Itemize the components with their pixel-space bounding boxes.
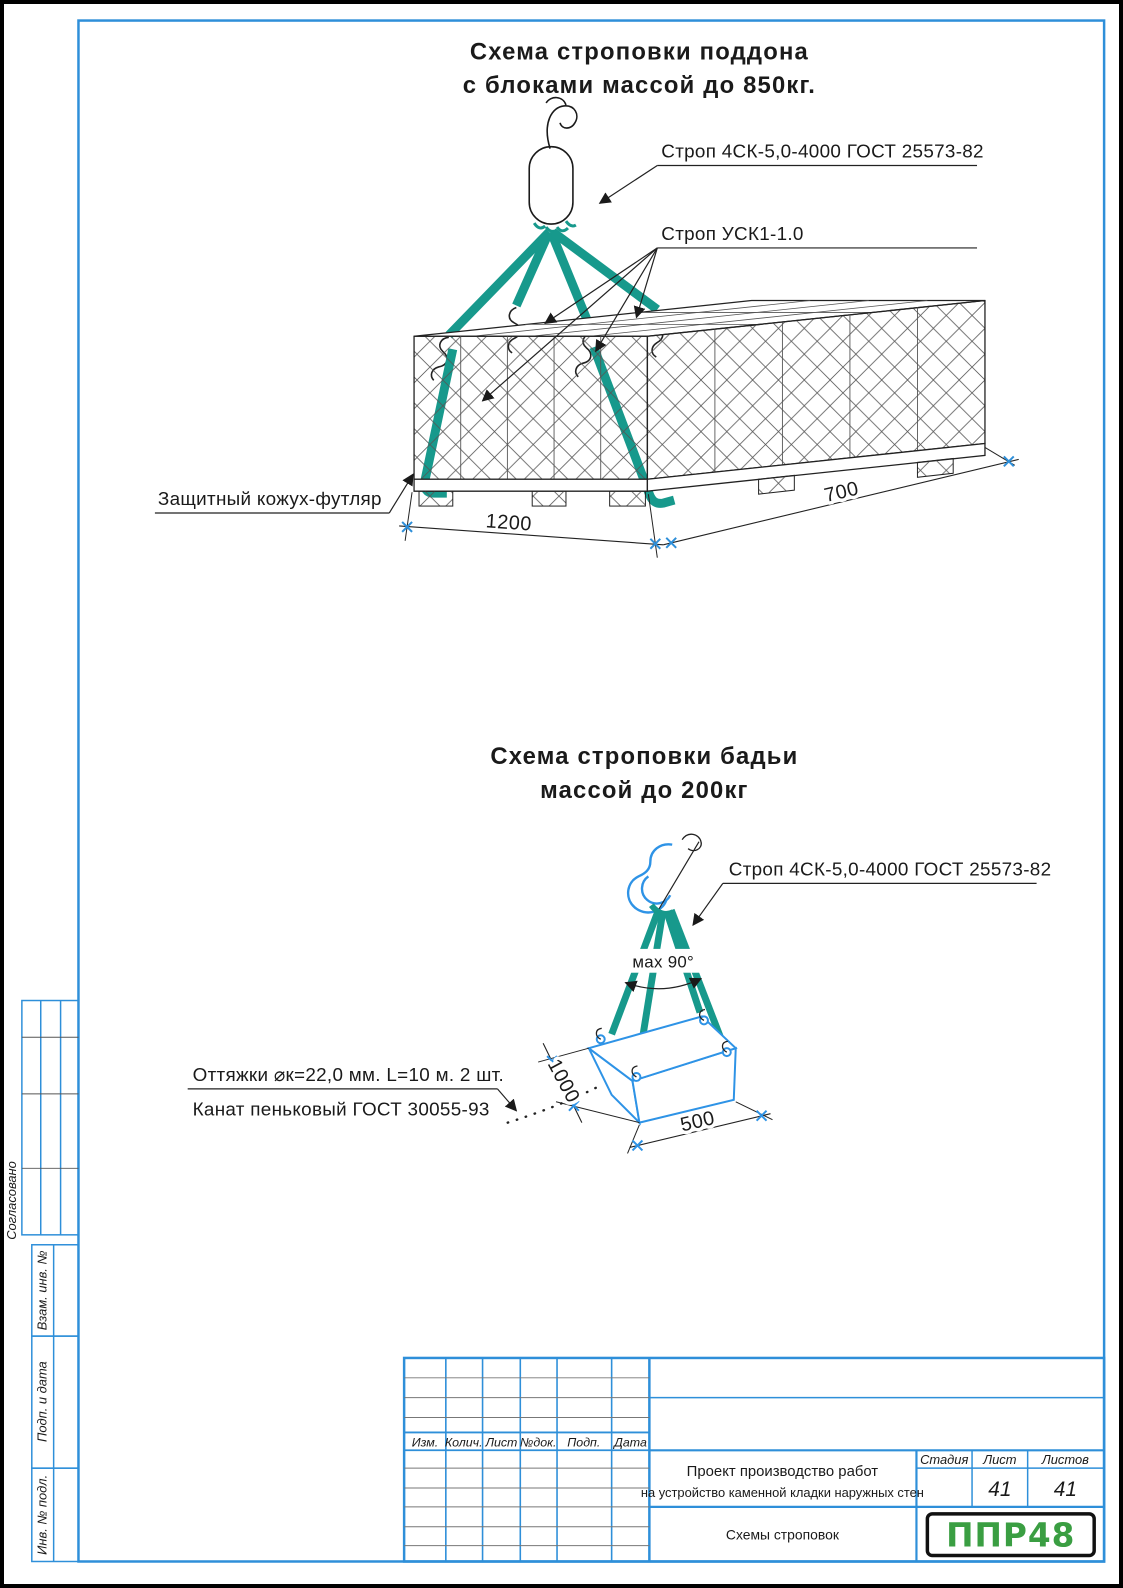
- diagram2-title-line1: Схема строповки бадьи: [490, 743, 799, 771]
- crane-hook-icon: [529, 98, 577, 225]
- drawing-canvas: [4, 4, 1119, 1584]
- diagram-bucket: [188, 743, 1052, 1153]
- diagram1-title-line1: Схема строповки поддона: [469, 38, 809, 66]
- project-name-line1: Проект производство работ: [686, 1464, 879, 1481]
- company-logo: [927, 1514, 1094, 1556]
- rev-header-podp: Подп.: [567, 1435, 601, 1450]
- sheet-value: 41: [988, 1477, 1012, 1501]
- rev-header-izm: Изм.: [411, 1435, 439, 1450]
- dim-1200: 1200: [485, 510, 533, 536]
- title-block: [404, 1358, 1104, 1562]
- dim-700: 700: [822, 477, 861, 508]
- bucket-sling-label: Строп 4СК-5,0-4000 ГОСТ 25573-82: [728, 858, 1052, 880]
- sheet-label: Лист: [983, 1452, 1017, 1468]
- side-column: [4, 1001, 78, 1562]
- diagram1-title-line2: с блоками массой до 850кг.: [462, 72, 817, 100]
- guy-label: Оттяжки ⌀к=22,0 мм. L=10 м. 2 шт.: [192, 1063, 505, 1085]
- sheets-label: Листов: [1041, 1452, 1089, 1468]
- dim-1000: 1000: [542, 1055, 584, 1107]
- doc-name: Схемы строповок: [725, 1526, 839, 1543]
- angle-label: мах 90°: [632, 952, 695, 972]
- diagram2-title-line2: массой до 200кг: [540, 776, 749, 804]
- dim-500: 500: [678, 1107, 717, 1137]
- rev-header-data: Дата: [614, 1435, 647, 1450]
- rope-label: Канат пеньковый ГОСТ 30055-93: [192, 1098, 490, 1120]
- rev-header-ndok: №док.: [519, 1435, 557, 1450]
- cover-label: Защитный кожух-футляр: [157, 488, 382, 510]
- sling-leader: [600, 166, 977, 204]
- usk-label: Строп УСК1-1.0: [661, 222, 804, 244]
- project-name-line2: на устройство каменной кладки наружных стен: [640, 1484, 924, 1500]
- bucket-sling-leader: [693, 883, 1037, 925]
- pallet-load: [414, 301, 985, 507]
- side-box-label-podp: Подп. и дата: [34, 1361, 50, 1442]
- rev-header-list: Лист: [485, 1435, 518, 1450]
- side-box-label-inv: Инв. № подл.: [34, 1474, 50, 1555]
- diagram-pallet: [155, 38, 1019, 557]
- stage-label: Стадия: [920, 1452, 969, 1468]
- approved-label: Согласовано: [4, 1161, 19, 1240]
- sheets-value: 41: [1053, 1477, 1077, 1501]
- rev-header-kolich: Колич.: [444, 1435, 483, 1450]
- sling-label: Строп 4СК-5,0-4000 ГОСТ 25573-82: [661, 140, 984, 162]
- company-logo-text: ППР48: [946, 1516, 1076, 1555]
- side-box-label-vzam: Взам. инв. №: [34, 1250, 50, 1331]
- crane-hook2-icon: [628, 834, 701, 915]
